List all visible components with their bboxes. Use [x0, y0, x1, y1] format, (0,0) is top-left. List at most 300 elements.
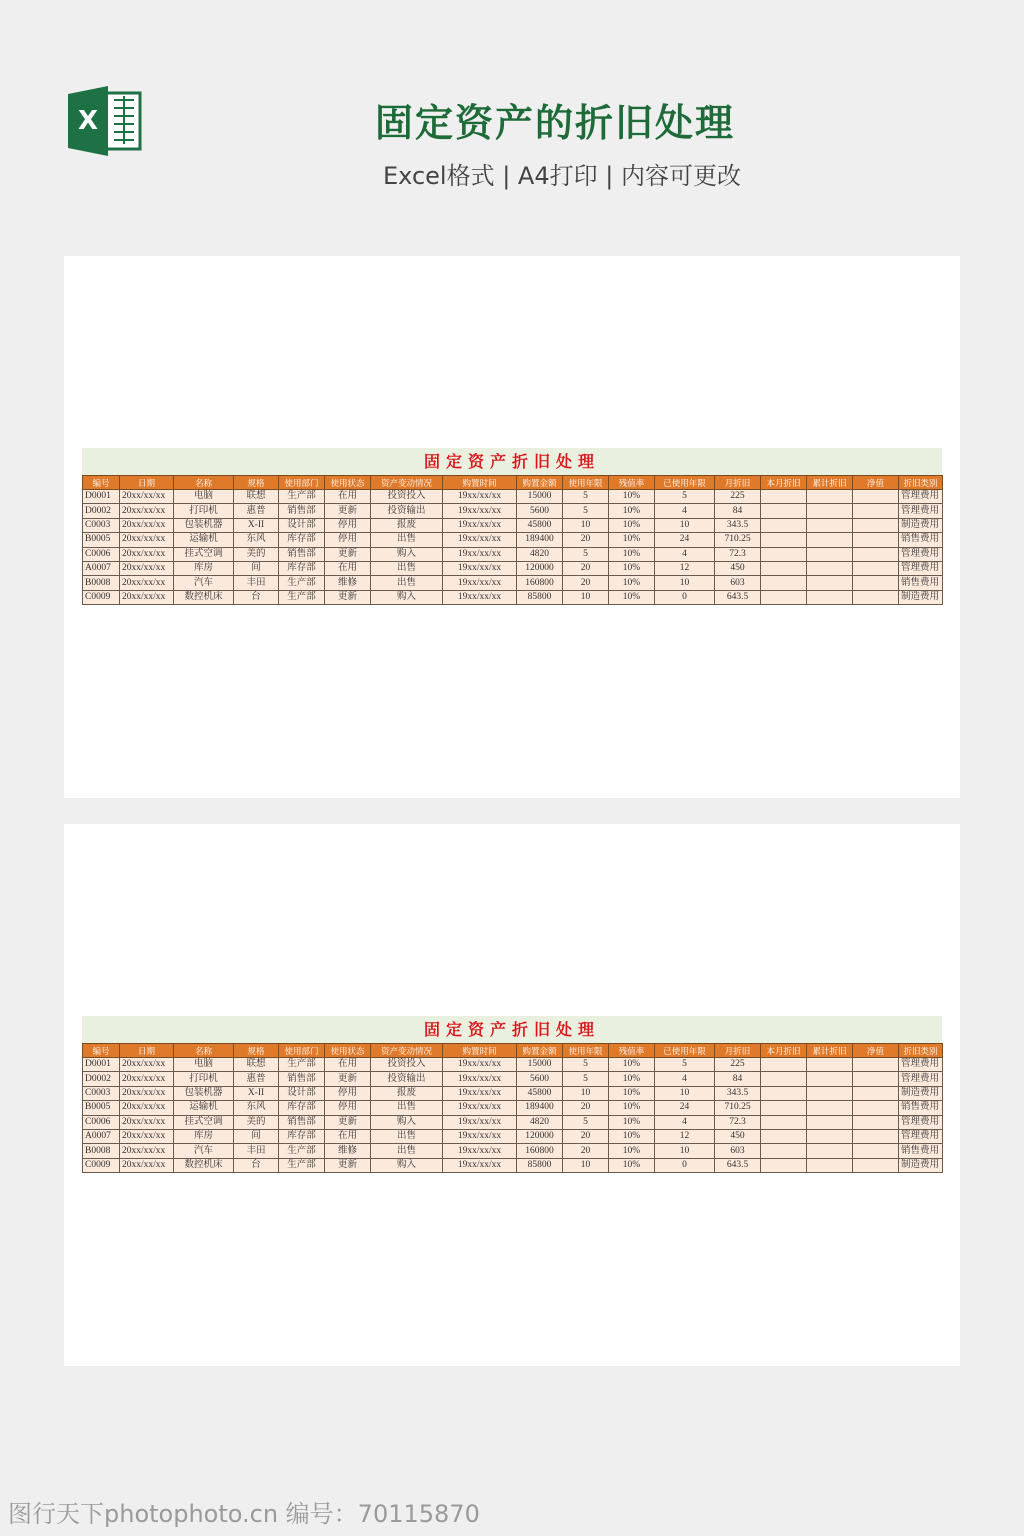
- table-cell[interactable]: 85800: [517, 590, 563, 604]
- table-cell[interactable]: 72.3: [715, 1115, 761, 1129]
- table-cell[interactable]: [761, 561, 807, 575]
- table-cell[interactable]: 停用: [325, 1086, 371, 1100]
- table-cell[interactable]: 更新: [325, 1158, 371, 1172]
- table-row: [83, 576, 943, 590]
- table-cell[interactable]: [761, 1058, 807, 1072]
- table-cell[interactable]: 120000: [517, 561, 563, 575]
- table-cell[interactable]: 管理费用: [899, 1072, 943, 1086]
- table-cell[interactable]: 19xx/xx/xx: [443, 518, 517, 532]
- table-cell[interactable]: [853, 518, 899, 532]
- table-cell[interactable]: D0002: [83, 504, 120, 518]
- table-cell[interactable]: 投资投入: [371, 1058, 443, 1072]
- table-cell[interactable]: D0002: [83, 1072, 120, 1086]
- table-cell[interactable]: 美的: [234, 1115, 279, 1129]
- excel-logo-letter: X: [77, 106, 99, 136]
- table-cell[interactable]: 管理费用: [899, 1115, 943, 1129]
- table-cell[interactable]: 设计部: [279, 518, 325, 532]
- table-cell[interactable]: [853, 590, 899, 604]
- table-cell[interactable]: 制造费用: [899, 518, 943, 532]
- table-cell[interactable]: 19xx/xx/xx: [443, 1058, 517, 1072]
- table-cell[interactable]: 10%: [609, 561, 655, 575]
- table-cell[interactable]: [853, 1144, 899, 1158]
- table-cell[interactable]: 10%: [609, 490, 655, 504]
- table-cell[interactable]: 710.25: [715, 1101, 761, 1115]
- page-subtitle: Excel格式 | A4打印 | 内容可更改: [383, 162, 741, 190]
- table-cell[interactable]: A0007: [83, 1129, 120, 1143]
- table-cell[interactable]: [853, 561, 899, 575]
- table-row: [83, 547, 943, 561]
- table-cell[interactable]: 10: [563, 1158, 609, 1172]
- table-cell[interactable]: [761, 490, 807, 504]
- table-cell[interactable]: [807, 1086, 853, 1100]
- table-cell[interactable]: [807, 1115, 853, 1129]
- table-cell[interactable]: 643.5: [715, 590, 761, 604]
- table-cell[interactable]: 20: [563, 561, 609, 575]
- column-header: 月折旧: [715, 1044, 761, 1058]
- table-cell[interactable]: 联想: [234, 1058, 279, 1072]
- table-cell[interactable]: 间: [234, 561, 279, 575]
- table-cell[interactable]: 库房: [174, 1129, 234, 1143]
- table-cell[interactable]: 710.25: [715, 533, 761, 547]
- table-cell[interactable]: 销售费用: [899, 576, 943, 590]
- table-cell[interactable]: [761, 518, 807, 532]
- table-cell[interactable]: [807, 561, 853, 575]
- table-cell[interactable]: 10%: [609, 533, 655, 547]
- column-header: 日期: [120, 476, 174, 490]
- column-header: 名称: [174, 476, 234, 490]
- table-cell[interactable]: [853, 1158, 899, 1172]
- table-cell[interactable]: [807, 518, 853, 532]
- table-cell[interactable]: 丰田: [234, 1144, 279, 1158]
- table-cell[interactable]: 19xx/xx/xx: [443, 1086, 517, 1100]
- table-cell[interactable]: 数控机床: [174, 590, 234, 604]
- table-cell[interactable]: [761, 1086, 807, 1100]
- table-cell[interactable]: 19xx/xx/xx: [443, 561, 517, 575]
- table-cell[interactable]: 购入: [371, 590, 443, 604]
- column-header: 购置金额: [517, 476, 563, 490]
- table-cell[interactable]: [761, 576, 807, 590]
- table-cell[interactable]: 更新: [325, 1072, 371, 1086]
- table-cell[interactable]: 20xx/xx/xx: [120, 1144, 174, 1158]
- table-cell[interactable]: [761, 1144, 807, 1158]
- table-cell[interactable]: 在用: [325, 490, 371, 504]
- table-row: [83, 533, 943, 547]
- table-cell[interactable]: [761, 533, 807, 547]
- table-cell[interactable]: 生产部: [279, 1058, 325, 1072]
- table-cell[interactable]: [807, 590, 853, 604]
- table-cell[interactable]: 管理费用: [899, 1129, 943, 1143]
- table-cell[interactable]: 管理费用: [899, 561, 943, 575]
- table-cell[interactable]: 联想: [234, 490, 279, 504]
- table-cell[interactable]: 数控机床: [174, 1158, 234, 1172]
- table-cell[interactable]: 19xx/xx/xx: [443, 547, 517, 561]
- table-cell[interactable]: 10%: [609, 518, 655, 532]
- table-cell[interactable]: 购入: [371, 547, 443, 561]
- table-cell[interactable]: 603: [715, 576, 761, 590]
- table-cell[interactable]: 19xx/xx/xx: [443, 1072, 517, 1086]
- table-cell[interactable]: [853, 533, 899, 547]
- table-cell[interactable]: 5: [655, 490, 715, 504]
- table-cell[interactable]: 643.5: [715, 1158, 761, 1172]
- table-cell[interactable]: 东风: [234, 1101, 279, 1115]
- table-cell[interactable]: B0005: [83, 533, 120, 547]
- column-header: 使用状态: [325, 1044, 371, 1058]
- table-row: [83, 590, 943, 604]
- column-header: 编号: [83, 1044, 120, 1058]
- table-cell[interactable]: 库房: [174, 561, 234, 575]
- table-cell[interactable]: 惠普: [234, 1072, 279, 1086]
- table-cell[interactable]: 20xx/xx/xx: [120, 561, 174, 575]
- table-cell[interactable]: 维修: [325, 576, 371, 590]
- table-cell[interactable]: 5: [563, 504, 609, 518]
- table-cell[interactable]: 10%: [609, 1115, 655, 1129]
- depreciation-table: [82, 1043, 943, 1173]
- table-cell[interactable]: 20xx/xx/xx: [120, 1072, 174, 1086]
- table-cell[interactable]: 停用: [325, 1101, 371, 1115]
- table-cell[interactable]: 设计部: [279, 1086, 325, 1100]
- table-row: [83, 1129, 943, 1143]
- table-cell[interactable]: B0008: [83, 1144, 120, 1158]
- table-cell[interactable]: 更新: [325, 547, 371, 561]
- table-cell[interactable]: [761, 1129, 807, 1143]
- table-cell[interactable]: 10%: [609, 576, 655, 590]
- table-cell[interactable]: [761, 547, 807, 561]
- table-cell[interactable]: 20: [563, 576, 609, 590]
- table-cell[interactable]: 4: [655, 547, 715, 561]
- table-cell[interactable]: 维修: [325, 1144, 371, 1158]
- table-cell[interactable]: 5: [563, 1115, 609, 1129]
- table-cell[interactable]: 库存部: [279, 533, 325, 547]
- table-cell[interactable]: 19xx/xx/xx: [443, 1158, 517, 1172]
- table-cell[interactable]: 出售: [371, 576, 443, 590]
- table-cell[interactable]: 汽车: [174, 576, 234, 590]
- table-cell[interactable]: 在用: [325, 1129, 371, 1143]
- table-cell[interactable]: 5600: [517, 1072, 563, 1086]
- table-cell[interactable]: 19xx/xx/xx: [443, 490, 517, 504]
- table-cell[interactable]: [761, 1101, 807, 1115]
- table-cell[interactable]: 运输机: [174, 1101, 234, 1115]
- table-cell[interactable]: X-II: [234, 1086, 279, 1100]
- table-cell[interactable]: 20xx/xx/xx: [120, 533, 174, 547]
- table-cell[interactable]: 库存部: [279, 561, 325, 575]
- table-cell[interactable]: 45800: [517, 518, 563, 532]
- table-cell[interactable]: 销售部: [279, 1115, 325, 1129]
- table-cell[interactable]: 10: [563, 518, 609, 532]
- table-cell[interactable]: [807, 1144, 853, 1158]
- table-cell[interactable]: 东风: [234, 533, 279, 547]
- table-cell[interactable]: 10%: [609, 504, 655, 518]
- table-cell[interactable]: 出售: [371, 561, 443, 575]
- table-cell[interactable]: 5: [563, 490, 609, 504]
- table-cell[interactable]: 20xx/xx/xx: [120, 1158, 174, 1172]
- table-cell[interactable]: 销售部: [279, 504, 325, 518]
- table-cell[interactable]: 5: [563, 1072, 609, 1086]
- table-cell[interactable]: 打印机: [174, 1072, 234, 1086]
- table-cell[interactable]: 603: [715, 1144, 761, 1158]
- table-cell[interactable]: 4: [655, 1115, 715, 1129]
- table-cell[interactable]: 销售费用: [899, 1144, 943, 1158]
- table-cell[interactable]: A0007: [83, 561, 120, 575]
- table-cell[interactable]: 库存部: [279, 1101, 325, 1115]
- table-cell[interactable]: 包装机器: [174, 518, 234, 532]
- table-cell[interactable]: D0001: [83, 490, 120, 504]
- table-cell[interactable]: 450: [715, 561, 761, 575]
- table-header-row: [83, 1044, 943, 1058]
- table-body: [83, 1058, 943, 1173]
- table-cell[interactable]: [853, 1058, 899, 1072]
- table-cell[interactable]: 丰田: [234, 576, 279, 590]
- table-cell[interactable]: C0003: [83, 1086, 120, 1100]
- table-cell[interactable]: B0008: [83, 576, 120, 590]
- table-cell[interactable]: 更新: [325, 504, 371, 518]
- table-cell[interactable]: [807, 533, 853, 547]
- table-cell[interactable]: 销售费用: [899, 1101, 943, 1115]
- table-cell[interactable]: 24: [655, 1101, 715, 1115]
- table-cell[interactable]: 管理费用: [899, 1058, 943, 1072]
- table-cell[interactable]: 挂式空调: [174, 1115, 234, 1129]
- table-cell[interactable]: 10: [655, 576, 715, 590]
- table-cell[interactable]: 报废: [371, 518, 443, 532]
- table-cell[interactable]: 20: [563, 1144, 609, 1158]
- table-cell[interactable]: 189400: [517, 1101, 563, 1115]
- table-cell[interactable]: 购入: [371, 1158, 443, 1172]
- table-cell[interactable]: 120000: [517, 1129, 563, 1143]
- table-cell[interactable]: 45800: [517, 1086, 563, 1100]
- table-cell[interactable]: 19xx/xx/xx: [443, 576, 517, 590]
- table-cell[interactable]: [807, 1058, 853, 1072]
- table-cell[interactable]: 包装机器: [174, 1086, 234, 1100]
- table-cell[interactable]: 生产部: [279, 576, 325, 590]
- table-cell[interactable]: 5600: [517, 504, 563, 518]
- table-cell[interactable]: 10: [563, 590, 609, 604]
- table-cell[interactable]: [807, 576, 853, 590]
- column-header: 净值: [853, 1044, 899, 1058]
- table-cell[interactable]: 电脑: [174, 490, 234, 504]
- table-cell[interactable]: 15000: [517, 1058, 563, 1072]
- table-cell[interactable]: 10%: [609, 590, 655, 604]
- table-cell[interactable]: 购入: [371, 1115, 443, 1129]
- table-cell[interactable]: 343.5: [715, 1086, 761, 1100]
- table-cell[interactable]: [761, 1072, 807, 1086]
- table-cell[interactable]: 5: [563, 1058, 609, 1072]
- column-header: 累计折旧: [807, 1044, 853, 1058]
- table-cell[interactable]: X-II: [234, 518, 279, 532]
- table-cell[interactable]: 19xx/xx/xx: [443, 504, 517, 518]
- table-cell[interactable]: 10%: [609, 1101, 655, 1115]
- table-cell[interactable]: 台: [234, 590, 279, 604]
- table-cell[interactable]: 汽车: [174, 1144, 234, 1158]
- table-cell[interactable]: [807, 1129, 853, 1143]
- table-cell[interactable]: 0: [655, 1158, 715, 1172]
- table-cell[interactable]: 10%: [609, 1129, 655, 1143]
- table-cell[interactable]: 12: [655, 1129, 715, 1143]
- table-cell[interactable]: [807, 490, 853, 504]
- table-cell[interactable]: 出售: [371, 1129, 443, 1143]
- table-cell[interactable]: 20: [563, 1101, 609, 1115]
- table-cell[interactable]: C0009: [83, 1158, 120, 1172]
- table-cell[interactable]: 管理费用: [899, 490, 943, 504]
- table-row: [83, 504, 943, 518]
- table-cell[interactable]: 4: [655, 504, 715, 518]
- table-cell[interactable]: [807, 1072, 853, 1086]
- table-cell[interactable]: 管理费用: [899, 504, 943, 518]
- table-cell[interactable]: 销售部: [279, 1072, 325, 1086]
- table-cell[interactable]: 在用: [325, 561, 371, 575]
- table-cell[interactable]: 10: [655, 1086, 715, 1100]
- table-cell[interactable]: 打印机: [174, 504, 234, 518]
- table-cell[interactable]: 美的: [234, 547, 279, 561]
- column-header: 使用状态: [325, 476, 371, 490]
- table-cell[interactable]: 450: [715, 1129, 761, 1143]
- table-cell[interactable]: 72.3: [715, 547, 761, 561]
- table-cell[interactable]: 5: [655, 1058, 715, 1072]
- table-cell[interactable]: 运输机: [174, 533, 234, 547]
- column-header: 资产变动情况: [371, 476, 443, 490]
- table-cell[interactable]: 225: [715, 1058, 761, 1072]
- table-cell[interactable]: 报废: [371, 1086, 443, 1100]
- table-cell[interactable]: 制造费用: [899, 590, 943, 604]
- table-cell[interactable]: 19xx/xx/xx: [443, 590, 517, 604]
- table-row: [83, 1072, 943, 1086]
- table-cell[interactable]: [807, 547, 853, 561]
- table-cell[interactable]: [853, 1129, 899, 1143]
- table-cell[interactable]: 24: [655, 533, 715, 547]
- table-cell[interactable]: 343.5: [715, 518, 761, 532]
- table-cell[interactable]: 225: [715, 490, 761, 504]
- table-cell[interactable]: [853, 504, 899, 518]
- table-cell[interactable]: 189400: [517, 533, 563, 547]
- table-cell[interactable]: 10%: [609, 1158, 655, 1172]
- table-cell[interactable]: 10: [563, 1086, 609, 1100]
- table-cell[interactable]: [761, 504, 807, 518]
- table-cell[interactable]: 更新: [325, 1115, 371, 1129]
- table-cell[interactable]: [853, 490, 899, 504]
- table-cell[interactable]: 20xx/xx/xx: [120, 504, 174, 518]
- table-cell[interactable]: 10%: [609, 1144, 655, 1158]
- table-cell[interactable]: 0: [655, 590, 715, 604]
- table-cell[interactable]: 库存部: [279, 1129, 325, 1143]
- table-cell[interactable]: [853, 1101, 899, 1115]
- table-cell[interactable]: [761, 1115, 807, 1129]
- table-cell[interactable]: 20xx/xx/xx: [120, 490, 174, 504]
- table-cell[interactable]: [807, 504, 853, 518]
- table-cell[interactable]: 20xx/xx/xx: [120, 1129, 174, 1143]
- table-cell[interactable]: 20xx/xx/xx: [120, 518, 174, 532]
- table-cell[interactable]: 84: [715, 504, 761, 518]
- table-cell[interactable]: [853, 1086, 899, 1100]
- table-cell[interactable]: [807, 1101, 853, 1115]
- table-cell[interactable]: 生产部: [279, 1158, 325, 1172]
- table-cell[interactable]: 销售部: [279, 547, 325, 561]
- table-cell[interactable]: 惠普: [234, 504, 279, 518]
- table-cell[interactable]: 20xx/xx/xx: [120, 1058, 174, 1072]
- table-cell[interactable]: 停用: [325, 518, 371, 532]
- table-cell[interactable]: 160800: [517, 1144, 563, 1158]
- spreadsheet: [82, 448, 942, 605]
- table-cell[interactable]: 台: [234, 1158, 279, 1172]
- column-header: 本月折旧: [761, 476, 807, 490]
- table-cell[interactable]: [853, 1072, 899, 1086]
- table-cell[interactable]: B0005: [83, 1101, 120, 1115]
- table-cell[interactable]: 10%: [609, 1086, 655, 1100]
- table-cell[interactable]: C0003: [83, 518, 120, 532]
- table-cell[interactable]: [853, 1115, 899, 1129]
- table-cell[interactable]: 生产部: [279, 490, 325, 504]
- table-cell[interactable]: 出售: [371, 1144, 443, 1158]
- table-cell[interactable]: 10: [655, 518, 715, 532]
- table-cell[interactable]: 10%: [609, 1072, 655, 1086]
- table-cell[interactable]: 10%: [609, 547, 655, 561]
- table-cell[interactable]: 投资投入: [371, 490, 443, 504]
- table-cell[interactable]: 12: [655, 561, 715, 575]
- table-cell[interactable]: 出售: [371, 1101, 443, 1115]
- table-cell[interactable]: 生产部: [279, 590, 325, 604]
- column-header: 使用年限: [563, 1044, 609, 1058]
- table-cell[interactable]: 出售: [371, 533, 443, 547]
- table-cell[interactable]: 160800: [517, 576, 563, 590]
- table-cell[interactable]: 4: [655, 1072, 715, 1086]
- table-cell[interactable]: 20xx/xx/xx: [120, 576, 174, 590]
- table-cell[interactable]: 4820: [517, 547, 563, 561]
- column-header: 残值率: [609, 1044, 655, 1058]
- table-cell[interactable]: 间: [234, 1129, 279, 1143]
- table-cell[interactable]: 20xx/xx/xx: [120, 590, 174, 604]
- table-cell[interactable]: 投资输出: [371, 504, 443, 518]
- table-cell[interactable]: 20: [563, 1129, 609, 1143]
- table-cell[interactable]: 15000: [517, 490, 563, 504]
- table-cell[interactable]: 挂式空调: [174, 547, 234, 561]
- table-cell[interactable]: 19xx/xx/xx: [443, 1101, 517, 1115]
- table-cell[interactable]: 19xx/xx/xx: [443, 533, 517, 547]
- table-cell[interactable]: 投资输出: [371, 1072, 443, 1086]
- table-cell[interactable]: 在用: [325, 1058, 371, 1072]
- column-header: 净值: [853, 476, 899, 490]
- table-cell[interactable]: 销售费用: [899, 533, 943, 547]
- table-cell[interactable]: [853, 576, 899, 590]
- table-cell[interactable]: [761, 590, 807, 604]
- table-cell[interactable]: C0006: [83, 547, 120, 561]
- table-cell[interactable]: 84: [715, 1072, 761, 1086]
- table-cell[interactable]: 20: [563, 533, 609, 547]
- table-cell[interactable]: 20xx/xx/xx: [120, 1101, 174, 1115]
- table-cell[interactable]: 更新: [325, 590, 371, 604]
- table-cell[interactable]: 电脑: [174, 1058, 234, 1072]
- column-header: 折旧类别: [899, 1044, 943, 1058]
- table-cell[interactable]: 5: [563, 547, 609, 561]
- table-cell[interactable]: C0009: [83, 590, 120, 604]
- table-cell[interactable]: C0006: [83, 1115, 120, 1129]
- table-cell[interactable]: 20xx/xx/xx: [120, 1086, 174, 1100]
- table-cell[interactable]: 管理费用: [899, 547, 943, 561]
- table-cell[interactable]: D0001: [83, 1058, 120, 1072]
- table-cell[interactable]: 10%: [609, 1058, 655, 1072]
- table-cell[interactable]: 19xx/xx/xx: [443, 1129, 517, 1143]
- table-cell[interactable]: 10: [655, 1144, 715, 1158]
- table-cell[interactable]: [807, 1158, 853, 1172]
- table-cell[interactable]: 20xx/xx/xx: [120, 547, 174, 561]
- table-cell[interactable]: 停用: [325, 533, 371, 547]
- table-cell[interactable]: [853, 547, 899, 561]
- table-cell[interactable]: 85800: [517, 1158, 563, 1172]
- table-cell[interactable]: 生产部: [279, 1144, 325, 1158]
- table-cell[interactable]: 19xx/xx/xx: [443, 1115, 517, 1129]
- table-cell[interactable]: [761, 1158, 807, 1172]
- table-cell[interactable]: 制造费用: [899, 1086, 943, 1100]
- table-cell[interactable]: 制造费用: [899, 1158, 943, 1172]
- table-cell[interactable]: 20xx/xx/xx: [120, 1115, 174, 1129]
- table-cell[interactable]: 19xx/xx/xx: [443, 1144, 517, 1158]
- table-cell[interactable]: 4820: [517, 1115, 563, 1129]
